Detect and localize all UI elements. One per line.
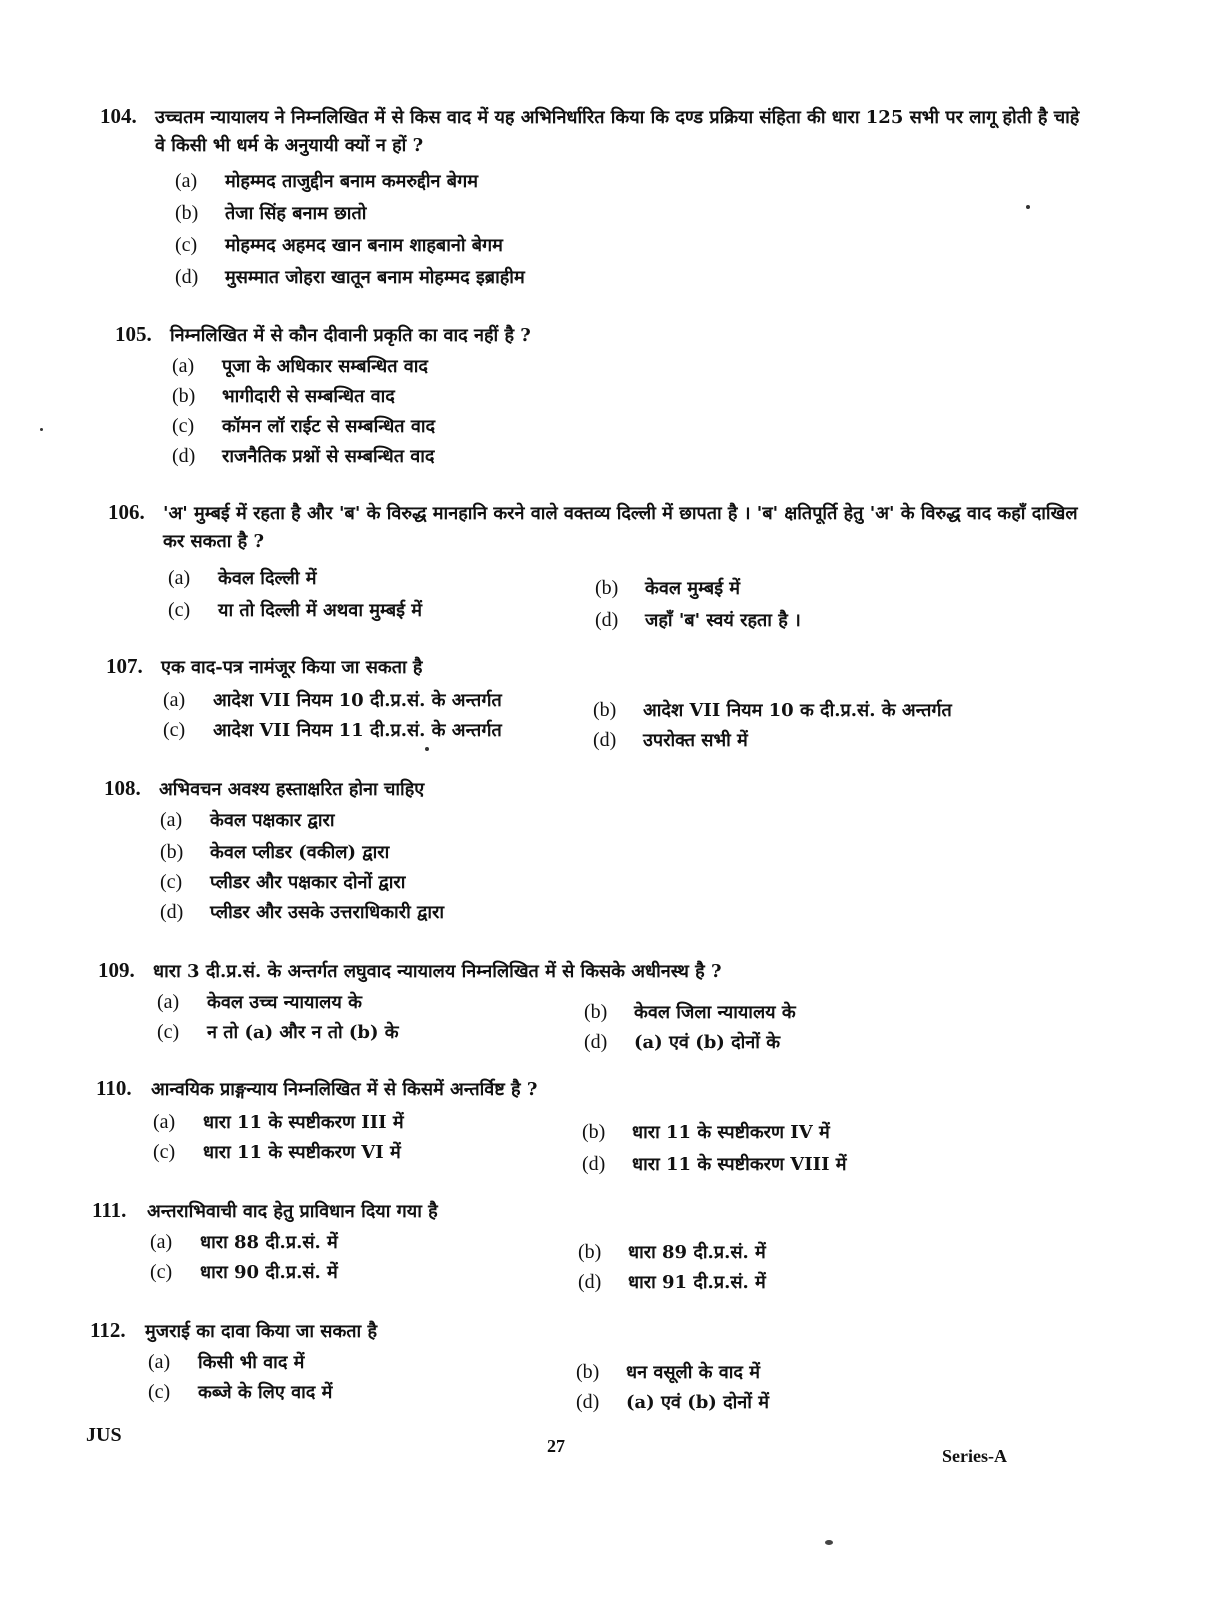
option-107-a: (a) आदेश VII नियम 10 दी.प्र.सं. के अन्तर्गत — [163, 689, 502, 711]
option-110-a: (a) धारा 11 के स्पष्टीकरण III में — [153, 1111, 404, 1133]
option-106-a: (a) केवल दिल्ली में — [168, 567, 317, 589]
question-text: एक वाद-पत्र नामंजूर किया जा सकता है — [161, 657, 423, 678]
option-107-b: (b) आदेश VII नियम 10 क दी.प्र.सं. के अन्तर्गत — [593, 699, 952, 721]
question-104 — [100, 104, 1080, 160]
option-108-a: (a) केवल पक्षकार द्वारा — [160, 809, 335, 831]
option-110-c: (c) धारा 11 के स्पष्टीकरण VI में — [153, 1141, 401, 1163]
question-text: धारा 3 दी.प्र.सं. के अन्तर्गत लघुवाद न्यायालय निम्नलिखित में से किसके अधीनस्थ है ? — [153, 961, 722, 982]
question-number: 109. — [98, 958, 135, 982]
option-112-a: (a) किसी भी वाद में — [148, 1351, 305, 1373]
option-106-b: (b) केवल मुम्बई में — [595, 577, 741, 599]
option-111-d: (d) धारा 91 दी.प्र.सं. में — [578, 1271, 766, 1293]
question-number: 112. — [90, 1318, 126, 1342]
option-110-d: (d) धारा 11 के स्पष्टीकरण VIII में — [582, 1153, 847, 1175]
question-111 — [92, 1198, 1072, 1226]
option-105-a: (a) पूजा के अधिकार सम्बन्धित वाद — [172, 355, 428, 377]
option-104-d: (d) मुसम्मात जोहरा खातून बनाम मोहम्मद इब्राहीम — [175, 266, 525, 288]
option-109-d: (d) (a) एवं (b) दोनों के — [584, 1031, 781, 1053]
option-111-a: (a) धारा 88 दी.प्र.सं. में — [150, 1231, 338, 1253]
option-109-c: (c) न तो (a) और न तो (b) के — [157, 1021, 399, 1043]
option-106-c: (c) या तो दिल्ली में अथवा मुम्बई में — [168, 599, 423, 621]
question-text: अभिवचन अवश्य हस्ताक्षरित होना चाहिए — [159, 779, 425, 800]
question-109 — [98, 958, 1078, 986]
question-text: 'अ' मुम्बई में रहता है और 'ब' के विरुद्ध मानहानि करने वाले वक्तव्य दिल्ली में छापता है । 'ब' क्षतिपूर्ति हेतु 'अ' के विरुद्ध वाद कहाँ दाखिल कर सकता है ? — [163, 503, 1078, 552]
question-108 — [104, 776, 1084, 804]
page-number: 27 — [547, 1436, 565, 1456]
question-number: 106. — [108, 500, 145, 524]
option-104-c: (c) मोहम्मद अहमद खान बनाम शाहबानो बेगम — [175, 234, 503, 256]
scan-speck — [825, 1540, 833, 1545]
scan-speck — [425, 747, 429, 751]
option-106-d: (d) जहाँ 'ब' स्वयं रहता है । — [595, 609, 801, 631]
footer-code: JUS — [86, 1424, 122, 1446]
question-106 — [108, 500, 1088, 556]
series-label: Series-A — [942, 1446, 1007, 1466]
option-109-a: (a) केवल उच्च न्यायालय के — [157, 991, 362, 1013]
scan-speck — [1026, 205, 1030, 209]
question-107 — [106, 654, 1086, 682]
option-112-c: (c) कब्जे के लिए वाद में — [148, 1381, 333, 1403]
option-112-b: (b) धन वसूली के वाद में — [576, 1361, 760, 1383]
option-111-b: (b) धारा 89 दी.प्र.सं. में — [578, 1241, 766, 1263]
question-112 — [90, 1318, 1070, 1346]
question-number: 104. — [100, 104, 137, 128]
option-108-b: (b) केवल प्लीडर (वकील) द्वारा — [160, 841, 390, 863]
question-text: निम्नलिखित में से कौन दीवानी प्रकृति का वाद नहीं है ? — [170, 325, 531, 346]
question-105 — [115, 322, 1095, 350]
option-108-c: (c) प्लीडर और पक्षकार दोनों द्वारा — [160, 871, 406, 893]
option-105-b: (b) भागीदारी से सम्बन्धित वाद — [172, 385, 395, 407]
option-104-b: (b) तेजा सिंह बनाम छातो — [175, 202, 367, 224]
question-text: उच्चतम न्यायालय ने निम्नलिखित में से किस वाद में यह अभिनिर्धारित किया कि दण्ड प्रक्रिया संहिता की धारा 125 सभी पर लागू होती है चाहे वे किसी भी धर्म के अनुयायी क्यों न हों ? — [155, 107, 1080, 156]
question-number: 110. — [96, 1076, 132, 1100]
option-104-a: (a) मोहम्मद ताजुद्दीन बनाम कमरुद्दीन बेगम — [175, 170, 478, 192]
option-109-b: (b) केवल जिला न्यायालय के — [584, 1001, 796, 1023]
option-111-c: (c) धारा 90 दी.प्र.सं. में — [150, 1261, 338, 1283]
scan-speck — [40, 428, 43, 431]
option-105-c: (c) कॉमन लॉ राईट से सम्बन्धित वाद — [172, 415, 436, 437]
question-number: 105. — [115, 322, 152, 346]
question-text: आन्वयिक प्राङ्गन्याय निम्नलिखित में से किसमें अन्तर्विष्ट है ? — [151, 1079, 538, 1100]
question-text: अन्तराभिवाची वाद हेतु प्राविधान दिया गया है — [147, 1201, 438, 1222]
question-110 — [96, 1076, 1076, 1104]
option-105-d: (d) राजनैतिक प्रश्नों से सम्बन्धित वाद — [172, 445, 435, 467]
question-text: मुजराई का दावा किया जा सकता है — [145, 1321, 378, 1342]
question-number: 111. — [92, 1198, 127, 1222]
question-number: 107. — [106, 654, 143, 678]
option-112-d: (d) (a) एवं (b) दोनों में — [576, 1391, 769, 1413]
option-110-b: (b) धारा 11 के स्पष्टीकरण IV में — [582, 1121, 830, 1143]
option-107-d: (d) उपरोक्त सभी में — [593, 729, 748, 751]
question-number: 108. — [104, 776, 141, 800]
option-108-d: (d) प्लीडर और उसके उत्तराधिकारी द्वारा — [160, 901, 445, 923]
option-107-c: (c) आदेश VII नियम 11 दी.प्र.सं. के अन्तर्गत — [163, 719, 502, 741]
